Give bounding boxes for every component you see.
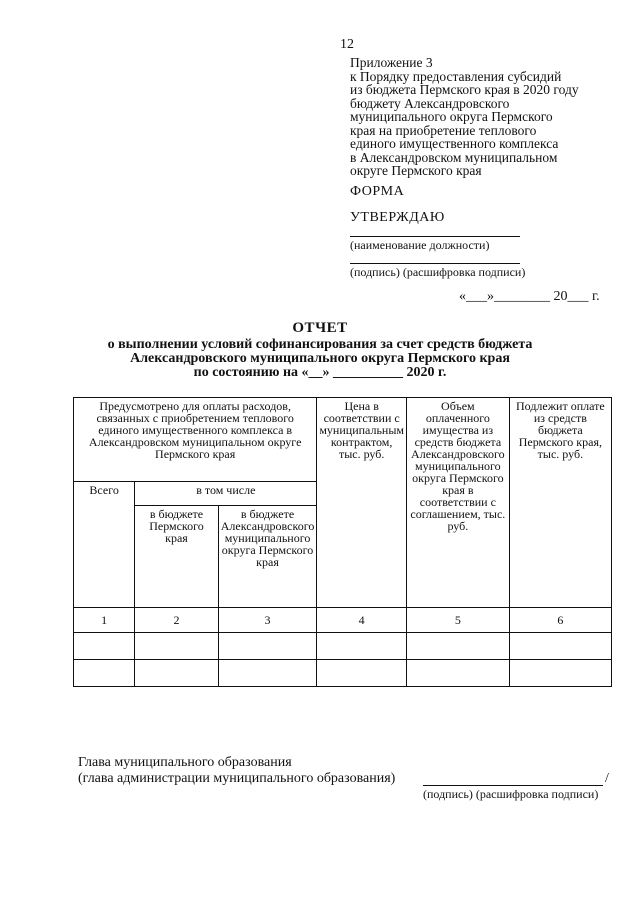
appendix-line: бюджету Александровского	[350, 95, 510, 111]
appendix-line: к Порядку предоставления субсидий	[350, 68, 562, 84]
approve-label: УТВЕРЖДАЮ	[350, 210, 445, 225]
table-cell	[218, 633, 317, 660]
signer-slash: /	[605, 771, 609, 786]
table-cell	[135, 633, 218, 660]
header-regional-budget: в бюджете Пермского края	[135, 506, 218, 608]
header-municipal-budget: в бюджете Александровского муниципального округа Пермского края	[218, 506, 317, 608]
report-title: ОТЧЕТ	[292, 320, 348, 336]
appendix-line: в Александровском муниципальном	[350, 149, 558, 165]
header-provided: Предусмотрено для оплаты расходов, связанных с приобретением теплового единого имущественного комплекса в Александровском муниципальном округе Пермского края	[74, 398, 317, 482]
column-number: 3	[218, 608, 317, 633]
table-cell	[135, 660, 218, 687]
table-cell	[74, 633, 135, 660]
table-cell	[74, 660, 135, 687]
report-table	[73, 397, 612, 687]
header-price: Цена в соответствии с муниципальным контрактом, тыс. руб.	[317, 398, 407, 608]
table-cell	[218, 660, 317, 687]
appendix-line: из бюджета Пермского края в 2020 году	[350, 82, 579, 97]
table-cell	[509, 660, 611, 687]
appendix-line: края на приобретение теплового	[350, 122, 537, 138]
table-header-row	[74, 398, 612, 482]
appendix-block	[350, 56, 630, 178]
header-payable: Подлежит оплате из средств бюджета Пермского края, тыс. руб.	[509, 398, 611, 608]
table-cell	[509, 633, 611, 660]
appendix-line: Приложение 3	[350, 55, 433, 70]
column-number: 6	[509, 608, 611, 633]
signer-block	[78, 755, 395, 787]
position-caption: (наименование должности)	[350, 238, 490, 252]
report-subtitle: Александровского муниципального округа Пермского края	[130, 351, 510, 366]
report-subtitle: о выполнении условий софинансирования за счет средств бюджета	[107, 337, 533, 352]
page-number: 12	[340, 37, 354, 52]
appendix-line: единого имущественного комплекса	[350, 136, 559, 151]
appendix-line: муниципального округа Пермского	[350, 109, 553, 124]
header-including: в том числе	[135, 482, 317, 506]
appendix-line: округе Пермского края	[350, 163, 482, 178]
table-cell	[317, 633, 407, 660]
header-volume: Объем оплаченного имущества из средств бюджета Александровского муниципального округа Пермского края в соответствии с соглашением, тыс. руб.	[407, 398, 510, 608]
table-row	[74, 633, 612, 660]
column-number: 4	[317, 608, 407, 633]
table-cell	[317, 660, 407, 687]
signer-signature-line	[423, 785, 603, 786]
table-cell	[407, 660, 510, 687]
table-row	[74, 660, 612, 687]
column-number: 2	[135, 608, 218, 633]
column-number-row	[74, 608, 612, 633]
report-date-line: по состоянию на «__» __________ 2020 г.	[193, 365, 447, 380]
signer-signature-caption: (подпись) (расшифровка подписи)	[423, 787, 599, 801]
position-line	[350, 236, 520, 237]
table-cell	[407, 633, 510, 660]
signer-subtitle: (глава администрации муниципального образования)	[78, 771, 396, 786]
signature-caption: (подпись) (расшифровка подписи)	[350, 265, 526, 279]
header-total: Всего	[74, 482, 135, 608]
column-number: 5	[407, 608, 510, 633]
column-number: 1	[74, 608, 135, 633]
form-label: ФОРМА	[350, 184, 405, 199]
signature-line	[350, 263, 520, 264]
approval-date: «___»________ 20___ г.	[459, 289, 600, 304]
signer-title: Глава муниципального образования	[78, 755, 292, 770]
